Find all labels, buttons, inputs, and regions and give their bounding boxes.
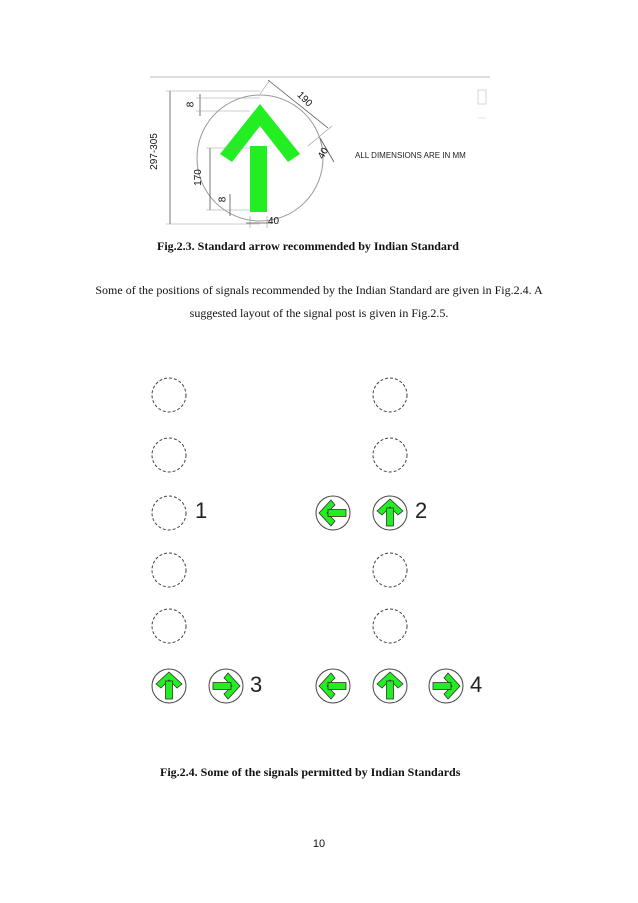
dim-label-170: 170 <box>192 169 204 186</box>
dim-label-8-top: 8 <box>185 101 197 108</box>
figure-signals <box>140 370 500 710</box>
paragraph-line-2: suggested layout of the signal post is given in Fig.2.5. <box>189 306 449 320</box>
figure-standard-arrow <box>150 76 492 234</box>
signal-set-label-4: 4 <box>470 672 483 697</box>
lamp-empty <box>373 553 407 587</box>
figure-2-3-caption: Fig.2.3. Standard arrow recommended by Indian Standard <box>157 239 459 253</box>
dimensions-note: ALL DIMENSIONS ARE IN MM <box>355 151 466 160</box>
arrow-shaft-shape <box>250 146 267 212</box>
signal-set-label-3: 3 <box>250 672 263 697</box>
lamp-empty <box>152 496 186 530</box>
lamp-empty <box>152 553 186 587</box>
dim-label-297-305: 297-305 <box>148 133 160 170</box>
dim-label-40-right: 40 <box>316 145 332 162</box>
lamp-empty <box>152 609 186 643</box>
signals-diagram <box>140 370 500 710</box>
dim-label-190: 190 <box>294 89 315 110</box>
figure-2-4-caption: Fig.2.4. Some of the signals permitted by Indian Standards <box>160 765 461 779</box>
lamp-empty <box>373 378 407 412</box>
signal-set-label-1: 1 <box>195 498 208 523</box>
dim-label-8-bottom: 8 <box>217 196 229 203</box>
lamp-empty <box>373 438 407 472</box>
lamp-empty <box>152 378 186 412</box>
dim-label-40-bottom: 40 <box>268 216 280 227</box>
lamp-empty <box>373 609 407 643</box>
paragraph-line-1: Some of the positions of signals recommended by the Indian Standard are given in Fig.2.4. A <box>95 283 543 297</box>
signal-set-label-2: 2 <box>415 498 428 523</box>
lamp-empty <box>152 438 186 472</box>
page-number: 10 <box>312 838 326 850</box>
